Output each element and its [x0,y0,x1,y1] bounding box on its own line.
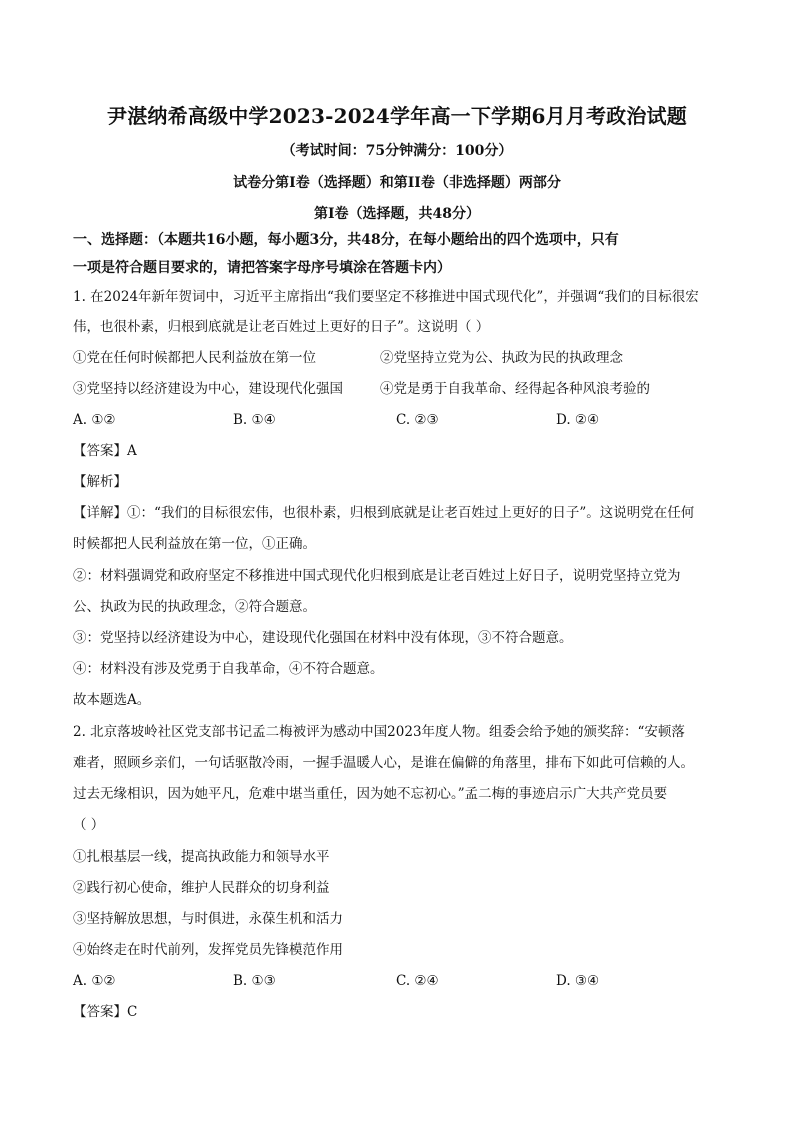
q1-item-1: ①党在任何时候都把人民利益放在第一位 [73,350,316,366]
q1-option-d: D. ②④ [556,412,600,428]
q1-answer: 【答案】A [73,443,137,459]
q1-detail-line6: ④：材料没有涉及党勇于自我革命，④不符合题意。 [73,661,384,677]
q2-answer: 【答案】C [73,1004,138,1020]
q1-detail-line1: 【详解】①：“我们的目标很宏伟，也很朴素，归根到底就是让老百姓过上更好的日子”。这说明党在任何 [73,505,695,521]
q1-option-b: B. ①④ [233,412,276,428]
q1-item-3: ③党坚持以经济建设为中心，建设现代化强国 [73,381,343,397]
q2-option-c: C. ②④ [396,973,439,989]
q2-stem-line1: 2. 北京落坡岭社区党支部书记孟二梅被评为感动中国2023年度人物。组委会给予她的颁奖辞：“安顿落 [73,724,685,740]
exam-title: 尹湛纳希高级中学2023-2024学年高一下学期6月月考政治试题 [107,104,687,128]
section-instruction-line2: 一项是符合题目要求的，请把答案字母序号填涂在答题卡内） [73,260,451,276]
q1-stem-line2: 伟，也很朴素，归根到底就是让老百姓过上更好的日子”。这说明（ ） [73,319,490,335]
q2-item-1: ①扎根基层一线，提高执政能力和领导水平 [73,849,330,865]
q2-option-a: A. ①② [73,973,116,989]
q1-option-c: C. ②③ [396,412,439,428]
q2-option-b: B. ①③ [233,973,276,989]
q1-detail-line5: ③：党坚持以经济建设为中心，建设现代化强国在材料中没有体现，③不符合题意。 [73,630,573,646]
q1-item-4: ④党是勇于自我革命、经得起各种风浪考验的 [380,381,650,397]
exam-info: （考试时间：75分钟满分：100分） [281,143,513,159]
q1-detail-line2: 时候都把人民利益放在第一位，①正确。 [73,536,316,552]
q1-item-2: ②党坚持立党为公、执政为民的执政理念 [380,350,623,366]
q1-stem-line1: 1. 在2024年新年贺词中，习近平主席指出“我们要坚定不移推进中国式现代化”，并强调“我们的目标很宏 [73,289,699,305]
parts-info: 试卷分第I卷（选择题）和第II卷（非选择题）两部分 [233,175,561,191]
q2-item-2: ②践行初心使命，维护人民群众的切身利益 [73,880,330,896]
q1-detail-line3: ②：材料强调党和政府坚定不移推进中国式现代化归根到底是让老百姓过上好日子，说明党坚持立党为 [73,568,681,584]
q2-stem-line2: 难者，照顾乡亲们，一句话驱散冷雨，一握手温暖人心，是谁在偏僻的角落里，排布下如此可信赖的人。 [73,755,694,771]
q2-item-4: ④始终走在时代前列，发挥党员先锋模范作用 [73,942,343,958]
q2-item-3: ③坚持解放思想，与时俱进，永葆生机和活力 [73,911,343,927]
q2-stem-line3: 过去无缘相识，因为她平凡，危难中堪当重任，因为她不忘初心。”孟二梅的事迹启示广大共产党员要 [73,786,668,802]
q1-analysis-label: 【解析】 [73,474,127,490]
part1-title: 第I卷（选择题，共48分） [313,206,481,222]
q1-detail-line4: 公、执政为民的执政理念，②符合题意。 [73,599,316,615]
q2-option-d: D. ③④ [556,973,600,989]
section-instruction-line1: 一、选择题：（本题共16小题，每小题3分，共48分，在每小题给出的四个选项中，只有 [73,232,619,248]
q1-option-a: A. ①② [73,412,116,428]
q1-conclusion: 故本题选A。 [73,692,151,708]
q2-stem-line4: （ ） [73,817,105,833]
